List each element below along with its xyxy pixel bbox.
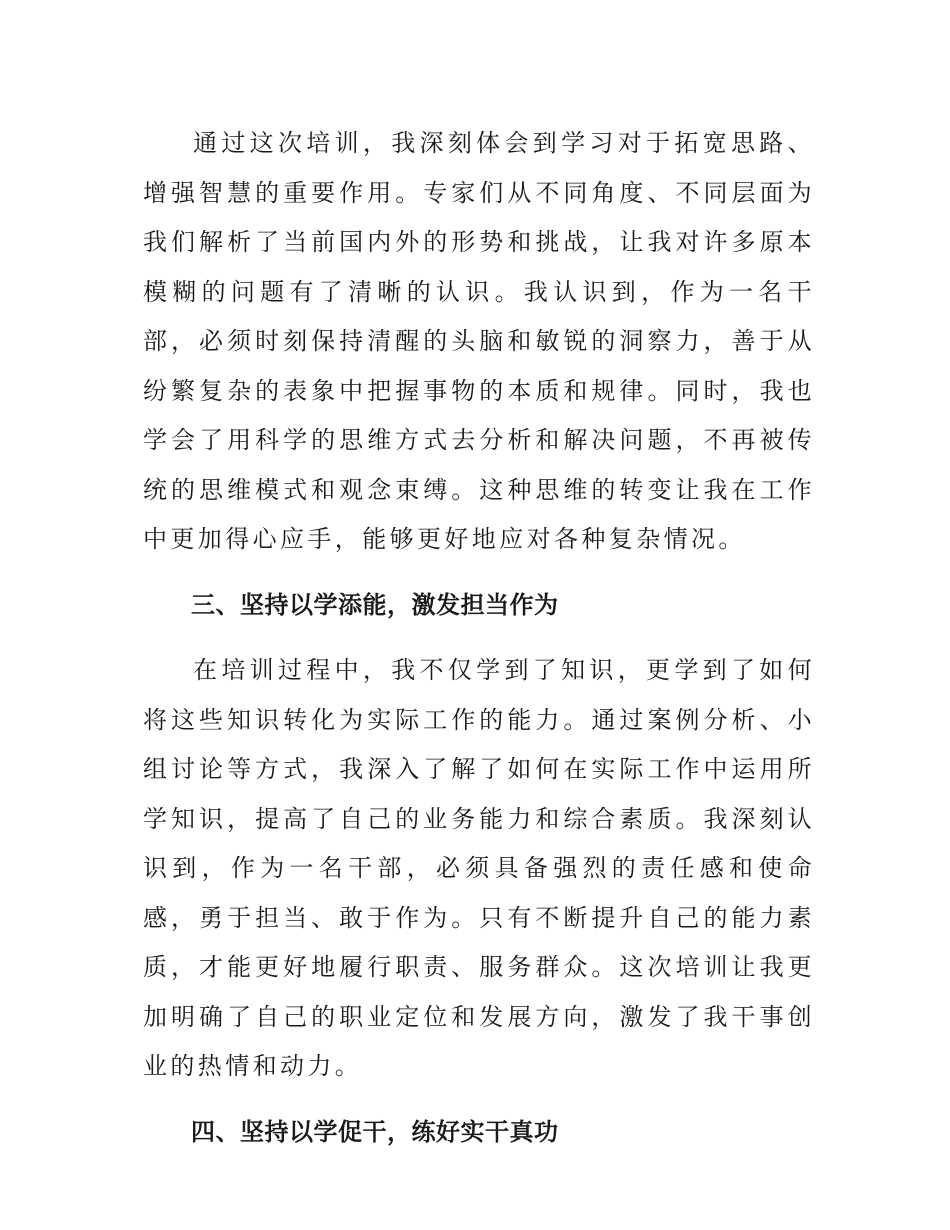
- section-heading-4: 四、坚持以学促干，练好实干真功: [191, 1117, 559, 1146]
- paragraph-thinking: 通过这次培训，我深刻体会到学习对于拓宽思路、增强智慧的重要作用。专家们从不同角度、不同层面为我们解析了当前国内外的形势和挑战，让我对许多原本模糊的问题有了清晰的认识。我认识到，作为一名干部，必须时刻保持清醒的头脑和敏锐的洞察力，善于从纷繁复杂的表象中把握事物的本质和规律。同时，我也学会了用科学的思维方式去分析和解决问题，不再被传统的思维模式和观念束缚。这种思维的转变让我在工作中更加得心应手，能够更好地应对各种复杂情况。: [143, 129, 815, 553]
- spacer: [143, 565, 815, 581]
- spacer: [143, 630, 815, 646]
- section-heading-3: 三、坚持以学添能，激发担当作为: [191, 590, 559, 619]
- document-body: [143, 119, 815, 1157]
- paragraph-ability: 在培训过程中，我不仅学到了知识，更学到了如何将这些知识转化为实际工作的能力。通过案例分析、小组讨论等方式，我深入了解了如何在实际工作中运用所学知识，提高了自己的业务能力和综合素质。我深刻认识到，作为一名干部，必须具备强烈的责任感和使命感，勇于担当、敢于作为。只有不断提升自己的能力素质，才能更好地履行职责、服务群众。这次培训让我更加明确了自己的职业定位和发展方向，激发了我干事创业的热情和动力。: [143, 656, 815, 1080]
- spacer: [143, 1092, 815, 1108]
